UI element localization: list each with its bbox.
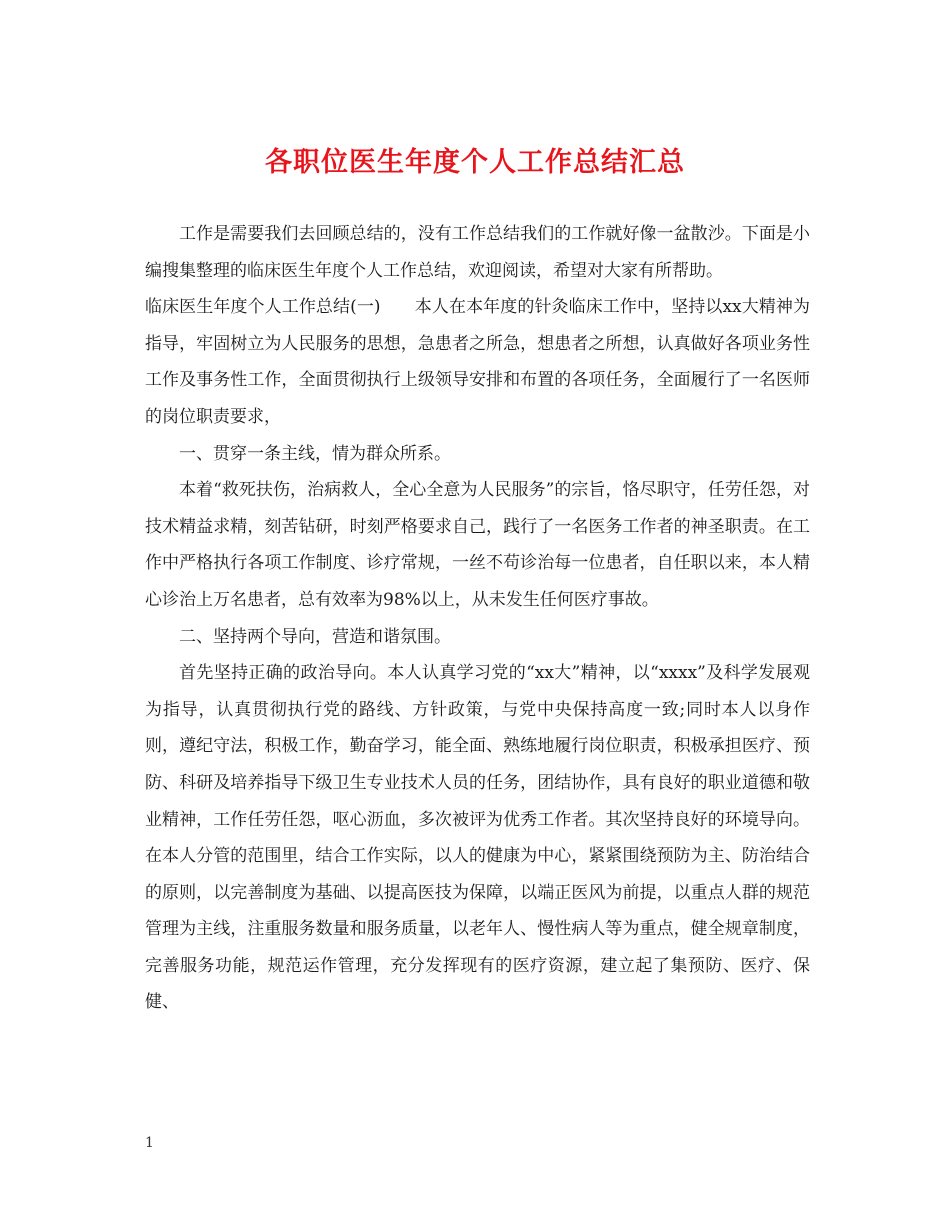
point2-heading: 二、坚持两个导向，营造和谐氛围。: [179, 626, 451, 647]
point1-heading: 一、贯穿一条主线，情为群众所系。: [179, 443, 451, 464]
document-body: [145, 216, 810, 1021]
document-title: 各职位医生年度个人工作总结汇总: [265, 147, 685, 178]
point1-paragraph: 本着“救死扶伤，治病救人，全心全意为人民服务”的宗旨，恪尽职守，任劳任怨，对技术精益求精，刻苦钻研，时刻严格要求自己，践行了一名医务工作者的神圣职责。在工作中严格执行各项工作制度、诊疗常规，一丝不苟诊治每一位患者，自任职以来，本人精心诊治上万名患者，总有效率为98%以上，从未发生任何医疗事故。: [145, 480, 810, 610]
section1-paragraph: 临床医生年度个人工作总结(一) 本人在本年度的针灸临床工作中，坚持以xx大精神为指导，牢固树立为人民服务的思想，急患者之所急，想患者之所想，认真做好各项业务性工作及事务性工作，全面贯彻执行上级领导安排和布置的各项任务，全面履行了一名医师的岗位职责要求，: [145, 297, 810, 427]
point2-paragraph: 首先坚持正确的政治导向。本人认真学习党的“xx大”精神，以“xxxx”及科学发展观为指导，认真贯彻执行党的路线、方针政策，与党中央保持高度一致;同时本人以身作则，遵纪守法，积极工作，勤奋学习，能全面、熟练地履行岗位职责，积极承担医疗、预防、科研及培养指导下级卫生专业技术人员的任务，团结协作，具有良好的职业道德和敬业精神，工作任劳任怨，呕心沥血，多次被评为优秀工作者。其次坚持良好的环境导向。在本人分管的范围里，结合工作实际，以人的健康为中心，紧紧围绕预防为主、防治结合的原则，以完善制度为基础、以提高医技为保障，以端正医风为前提，以重点人群的规范管理为主线，注重服务数量和服务质量，以老年人、慢性病人等为重点，健全规章制度，完善服务功能，规范运作管理，充分发挥现有的医疗资源，建立起了集预防、医疗、保健、: [145, 663, 810, 1013]
page-number: 1: [145, 1135, 154, 1151]
intro-paragraph: 工作是需要我们去回顾总结的，没有工作总结我们的工作就好像一盆散沙。下面是小编搜集整理的临床医生年度个人工作总结，欢迎阅读，希望对大家有所帮助。: [145, 224, 810, 281]
